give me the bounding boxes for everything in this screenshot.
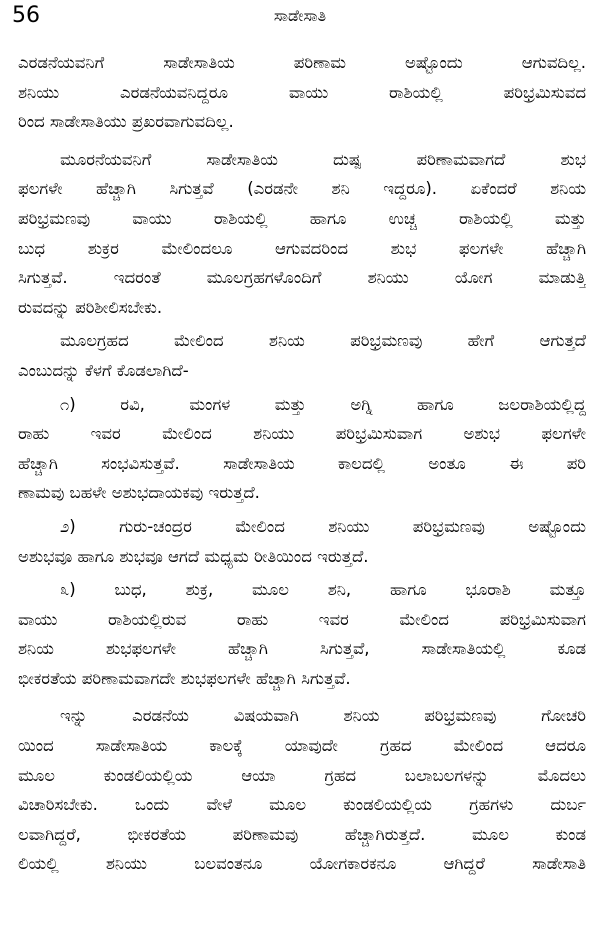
text-line: ಯಿಂದ ಸಾಡೇಸಾತಿಯ ಕಾಲಕ್ಕೆ ಯಾವುದೇ ಗ್ರಹದ ಮೇಲಿಂದ ಆದರೂ: [18, 736, 586, 756]
body-text: [18, 48, 586, 879]
text-line: ಲಿಯಲ್ಲಿ ಶನಿಯು ಬಲವಂತನೂ ಯೋಗಕಾರಕನೂ ಆಗಿದ್ದರೆ ಸಾಡೇಸಾತಿ: [18, 854, 586, 874]
text-line: ೩) ಬುಧ, ಶುಕ್ರ, ಮೂಲ ಶನಿ, ಹಾಗೂ ಭೂರಾಶಿ ಮತ್ತೂ: [60, 580, 586, 600]
text-line: ಮೂಲ ಕುಂಡಲಿಯಲ್ಲಿಯ ಆಯಾ ಗ್ರಹದ ಬಲಾಬಲಗಳನ್ನು ಮೊದಲು: [18, 765, 586, 785]
text-line: ಎರಡನೆಯವನಿಗೆ ಸಾಡೇಸಾತಿಯ ಪರಿಣಾಮ ಅಷ್ಟೊಂದು ಆಗುವದಿಲ್ಲ.: [18, 53, 586, 72]
text-line: ಮೂರನೆಯವನಿಗೆ ಸಾಡೇಸಾತಿಯ ದುಷ್ಪ ಪರಿಣಾಮವಾಗದೆ ಶುಭ: [60, 149, 586, 169]
text-line: ಹೆಚ್ಚಾಗಿ ಸಂಭವಿಸುತ್ತವೆ. ಸಾಡೇಸಾತಿಯ ಕಾಲದಲ್ಲಿ ಅಂತೂ ಈ ಪರಿ: [18, 453, 586, 473]
page-number: 56: [12, 3, 40, 28]
paragraph-2: [18, 145, 586, 323]
paragraph-1: [18, 48, 586, 137]
text-line: ಎಂಬುದನ್ನು ಕೆಳಗೆ ಕೊಡಲಾಗಿದೆ-: [18, 360, 189, 380]
text-line: ರಿಂದ ಸಾಡೇಸಾತಿಯು ಪ್ರಖರವಾಗುವದಿಲ್ಲ.: [18, 112, 234, 132]
text-line: ಸಿಗುತ್ತವೆ. ಇದರಂತೆ ಮೂಲಗ್ರಹಗಳೊಂದಿಗೆ ಶನಿಯು ಯೋಗ ಮಾಡುತ್ತಿ: [18, 268, 586, 288]
running-head: ಸಾಡೇಸಾತಿ: [273, 6, 327, 25]
text-line: ಶನಿಯು ಎರಡನೆಯವನಿದ್ದರೂ ವಾಯು ರಾಶಿಯಲ್ಲಿ ಪರಿಭ್ರಮಿಸುವದ: [18, 82, 586, 102]
text-line: ರುವದನ್ನು ಪರಿಶೀಲಿಸಬೇಕು.: [18, 297, 163, 317]
text-line: ಲವಾಗಿದ್ದರೆ, ಭೀಕರತೆಯ ಪರಿಣಾಮವು ಹೆಚ್ಚಾಗಿರುತ್ತದೆ. ಮೂಲ ಕುಂಡ: [18, 824, 586, 844]
paragraph-4: [18, 701, 586, 879]
paragraph-3: [18, 326, 586, 385]
text-line: ಣಾಮವು ಬಹಳೇ ಅಶುಭದಾಯಕವು ಇರುತ್ತದೆ.: [18, 483, 260, 503]
text-line: ೨) ಗುರು-ಚಂದ್ರರ ಮೇಲಿಂದ ಶನಿಯು ಪರಿಭ್ರಮಣವು ಅಷ್ಟೊಂದು: [60, 516, 586, 536]
text-line: ಅಶುಭವೂ ಹಾಗೂ ಶುಭವೂ ಆಗದೆ ಮಧ್ಯಮ ರೀತಿಯಿಂದ ಇರುತ್ತದೆ.: [18, 546, 369, 566]
text-line: ಇನ್ನು ಎರಡನೆಯ ವಿಷಯವಾಗಿ ಶನಿಯ ಪರಿಭ್ರಮಣವು ಗೋಚರಿ: [60, 706, 586, 726]
text-line: ೧) ರವಿ, ಮಂಗಳ ಮತ್ತು ಅಗ್ನಿ ಹಾಗೂ ಜಲರಾಶಿಯಲ್ಲಿದ್ದ: [60, 394, 586, 414]
text-line: ರಾಹು ಇವರ ಮೇಲಿಂದ ಶನಿಯು ಪರಿಭ್ರಮಿಸುವಾಗ ಅಶುಭ ಫಲಗಳೇ: [18, 424, 586, 444]
text-line: ವಾಯು ರಾಶಿಯಲ್ಲಿರುವ ರಾಹು ಇವರ ಮೇಲಿಂದ ಪರಿಭ್ರಮಿಸುವಾಗ: [18, 609, 586, 629]
text-line: ವಿಚಾರಿಸಬೇಕು. ಒಂದು ವೇಳೆ ಮೂಲ ಕುಂಡಲಿಯಲ್ಲಿಯ ಗ್ರಹಗಳು ದುರ್ಬ: [18, 795, 586, 815]
text-line: ಪರಿಭ್ರಮಣವು ವಾಯು ರಾಶಿಯಲ್ಲಿ ಹಾಗೂ ಉಚ್ಚ ರಾಶಿಯಲ್ಲಿ ಮತ್ತು: [18, 208, 586, 228]
text-line: ಫಲಗಳೇ ಹೆಚ್ಚಾಗಿ ಸಿಗುತ್ತವೆ (ಎರಡನೇ ಶನಿ ಇದ್ದರೂ). ಏಕೆಂದರೆ ಶನಿಯ: [18, 179, 586, 199]
text-line: ಭೀಕರತೆಯ ಪರಿಣಾಮವಾಗದೇ ಶುಭಫಲಗಳೇ ಹೆಚ್ಚಾಗಿ ಸಿಗುತ್ತವೆ.: [18, 668, 351, 688]
list-item-1: [18, 390, 586, 508]
text-line: ಶನಿಯ ಶುಭಫಲಗಳೇ ಹೆಚ್ಚಾಗಿ ಸಿಗುತ್ತವೆ, ಸಾಡೇಸಾತಿಯಲ್ಲಿ ಕೂಡ: [18, 639, 586, 659]
text-line: ಮೂಲಗ್ರಹದ ಮೇಲಿಂದ ಶನಿಯ ಪರಿಭ್ರಮಣವು ಹೇಗೆ ಆಗುತ್ತದೆ: [60, 331, 586, 351]
list-item-2: [18, 512, 586, 571]
text-line: ಬುಧ ಶುಕ್ರರ ಮೇಲಿಂದಲೂ ಆಗುವದರಿಂದ ಶುಭ ಫಲಗಳೇ ಹೆಚ್ಚಾಗಿ: [18, 238, 586, 258]
list-item-3: [18, 575, 586, 693]
